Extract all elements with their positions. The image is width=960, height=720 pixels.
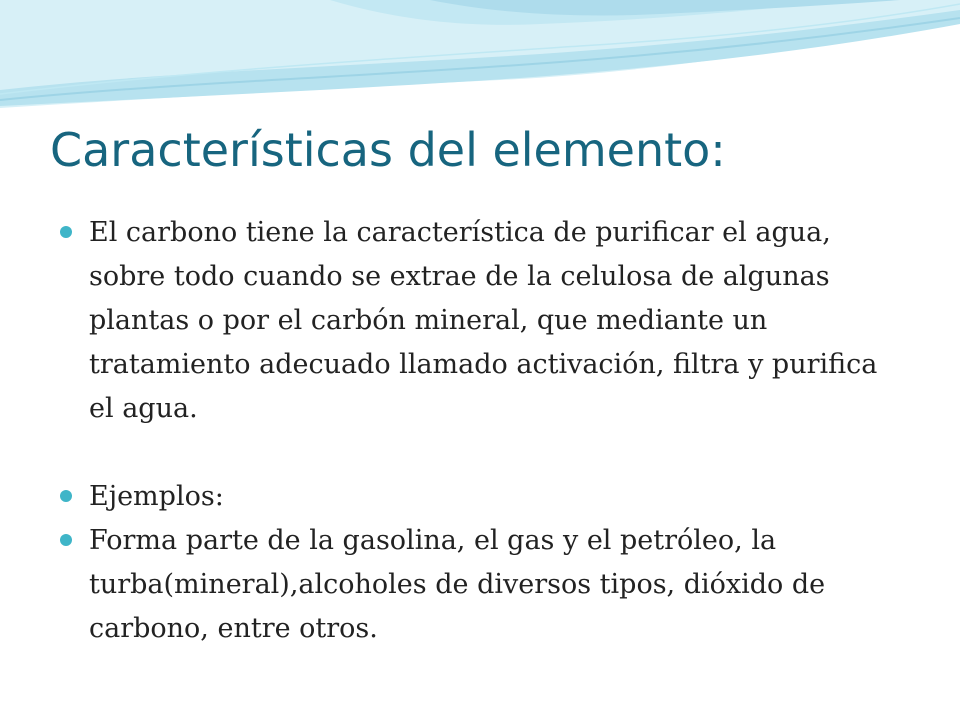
bullet-item-examples <box>60 519 910 651</box>
bullet-item-purification <box>60 211 910 431</box>
bullet-list <box>60 211 910 651</box>
round-bullet-icon <box>60 490 72 502</box>
slide-title: Características del elemento: <box>50 123 726 177</box>
bullet-text: Ejemplos: <box>89 481 224 512</box>
round-bullet-icon <box>60 534 72 546</box>
round-bullet-icon <box>60 226 72 238</box>
bullet-item-examples-heading <box>60 475 910 519</box>
header-wave-decoration <box>0 0 960 120</box>
bullet-text: Forma parte de la gasolina, el gas y el petróleo, la turba(mineral),alcoholes de diversos tipos, dióxido de carbono, entre otros. <box>89 525 826 644</box>
bullet-spacer <box>60 431 910 475</box>
bullet-text: El carbono tiene la característica de purificar el agua, sobre todo cuando se extrae de la celulosa de algunas plantas o por el carbón mineral, que mediante un tratamiento adecuado llamado activación, filtra y purifica el agua. <box>89 217 878 424</box>
